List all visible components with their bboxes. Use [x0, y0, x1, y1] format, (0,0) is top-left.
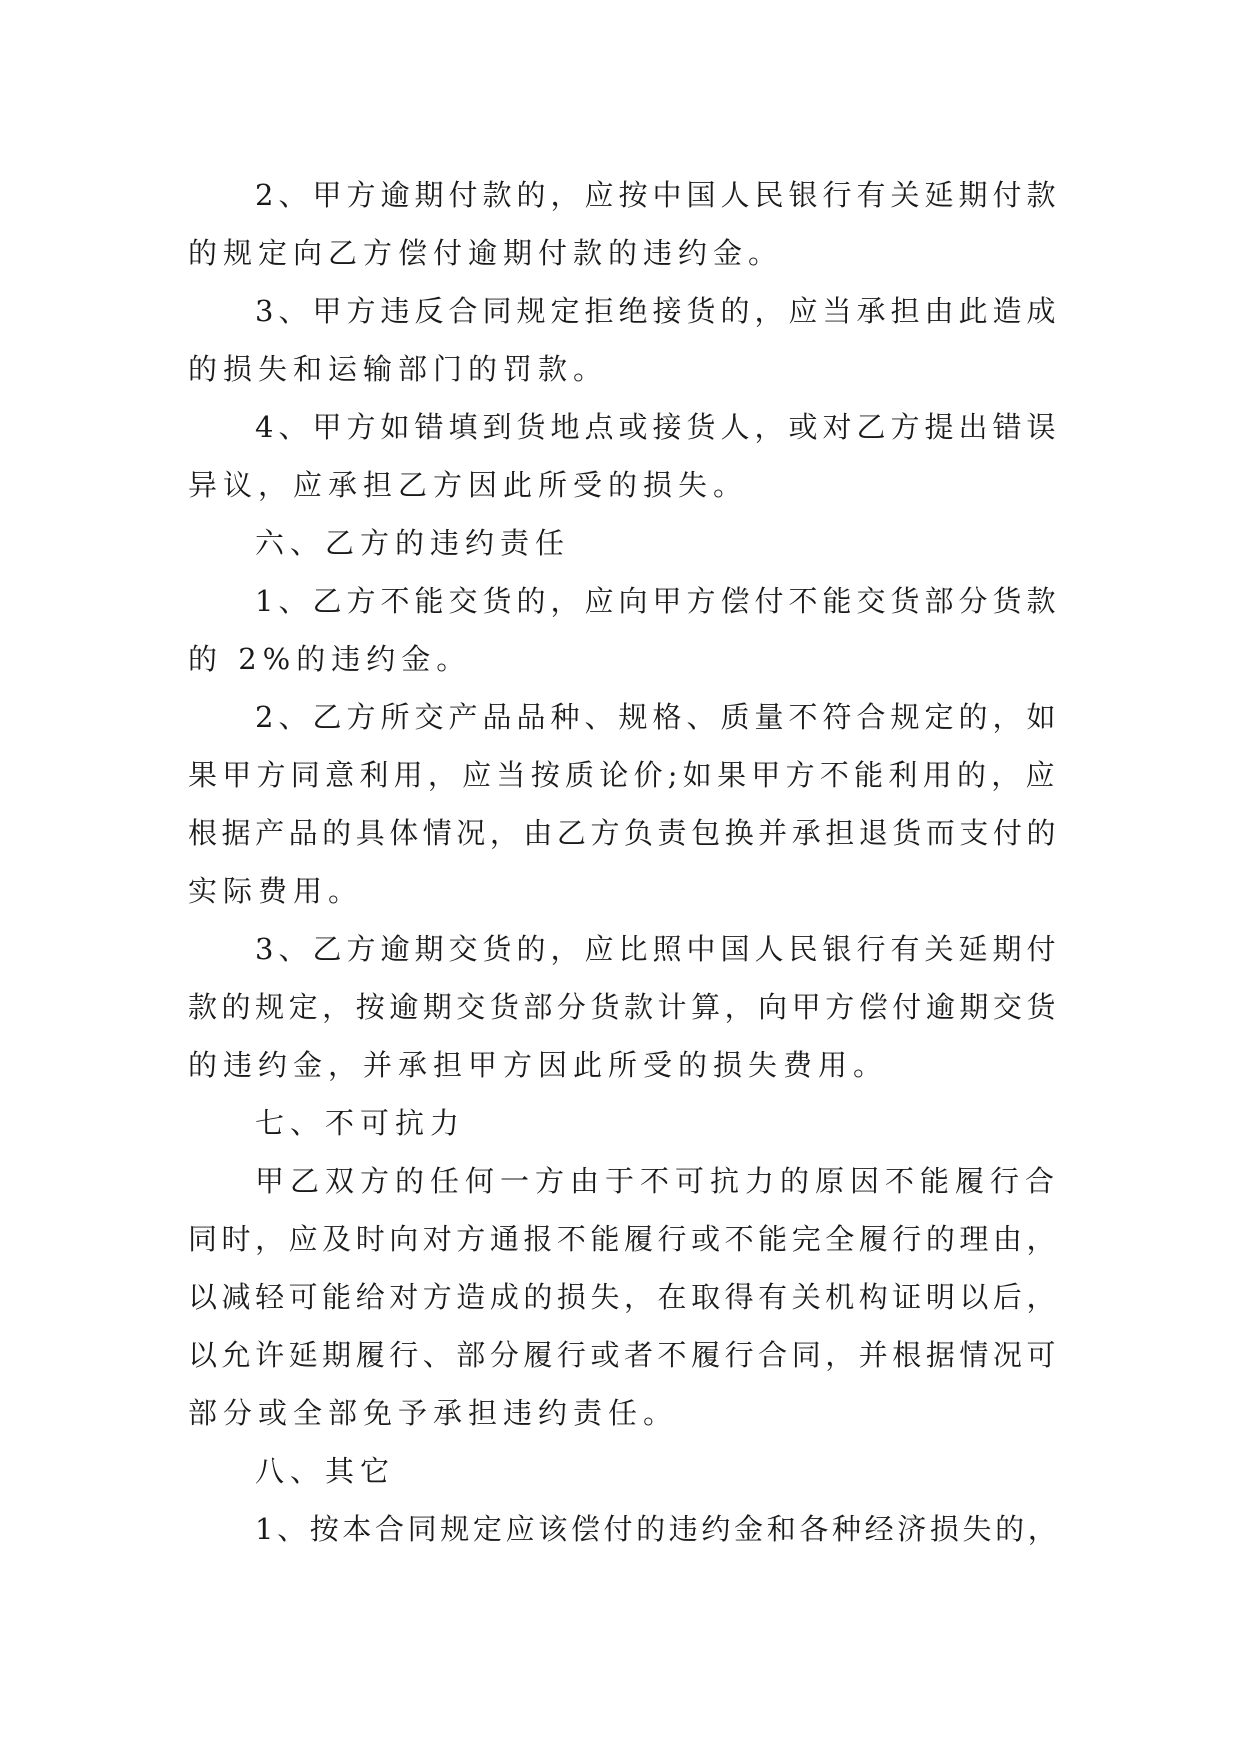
- text-line: 甲乙双方的任何一方由于不可抗力的原因不能履行合: [255, 1164, 1061, 1198]
- text-line: 同时，应及时向对方通报不能履行或不能完全履行的理由，: [188, 1222, 1061, 1256]
- section-heading: 六、乙方的违约责任: [255, 526, 571, 560]
- text-line: 2、甲方逾期付款的，应按中国人民银行有关延期付款: [255, 178, 1061, 212]
- section-heading: 八、其它: [255, 1454, 396, 1488]
- text-line: 1、乙方不能交货的，应向甲方偿付不能交货部分货款: [255, 584, 1061, 618]
- text-line: 款的规定，按逾期交货部分货款计算，向甲方偿付逾期交货: [188, 990, 1061, 1024]
- text-line: 3、乙方逾期交货的，应比照中国人民银行有关延期付: [255, 932, 1061, 966]
- text-line: 的规定向乙方偿付逾期付款的违约金。: [188, 236, 784, 270]
- text-line: 4、甲方如错填到货地点或接货人，或对乙方提出错误: [255, 410, 1061, 444]
- section-heading: 七、不可抗力: [255, 1106, 466, 1140]
- text-line: 以减轻可能给对方造成的损失，在取得有关机构证明以后，: [188, 1280, 1061, 1314]
- text-line: 3、甲方违反合同规定拒绝接货的，应当承担由此造成: [255, 294, 1061, 328]
- text-line: 根据产品的具体情况，由乙方负责包换并承担退货而支付的: [188, 816, 1061, 850]
- text-line: 1、按本合同规定应该偿付的违约金和各种经济损失的，: [255, 1512, 1061, 1546]
- text-line: 的 2%的违约金。: [188, 642, 472, 676]
- text-line: 果甲方同意利用，应当按质论价;如果甲方不能利用的，应: [188, 758, 1060, 792]
- text-line: 2、乙方所交产品品种、规格、质量不符合规定的，如: [255, 700, 1061, 734]
- text-line: 以允许延期履行、部分履行或者不履行合同，并根据情况可: [188, 1338, 1061, 1372]
- text-line: 实际费用。: [188, 874, 364, 908]
- text-line: 部分或全部免予承担违约责任。: [188, 1396, 679, 1430]
- text-line: 异议，应承担乙方因此所受的损失。: [188, 468, 749, 502]
- text-line: 的损失和运输部门的罚款。: [188, 352, 609, 386]
- text-line: 的违约金，并承担甲方因此所受的损失费用。: [188, 1048, 889, 1082]
